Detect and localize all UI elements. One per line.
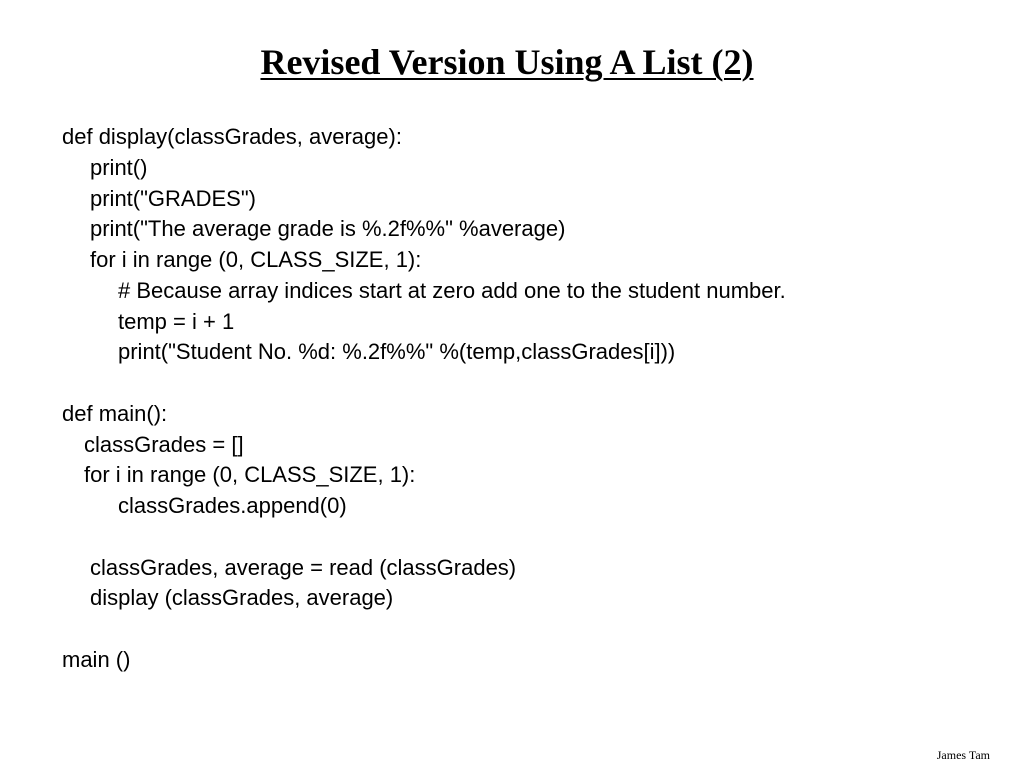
code-line: for i in range (0, CLASS_SIZE, 1): (84, 462, 416, 487)
code-line: classGrades, average = read (classGrades) (90, 555, 517, 580)
code-line: def display(classGrades, average): (62, 124, 402, 149)
code-comment-line: # Because array indices start at zero add one to the student number. (118, 278, 786, 303)
slide-title: Revised Version Using A List (2) (260, 42, 754, 82)
code-line: for i in range (0, CLASS_SIZE, 1): (90, 247, 422, 272)
code-line: def main(): (62, 401, 168, 426)
code-line: classGrades = [] (84, 432, 244, 457)
code-line: print() (90, 155, 148, 180)
code-line: temp = i + 1 (118, 309, 235, 334)
code-line: main () (62, 647, 131, 672)
code-line: print("GRADES") (90, 186, 256, 211)
footer-author: James Tam (936, 748, 990, 762)
code-line: print("The average grade is %.2f%%" %average) (90, 216, 566, 241)
code-line: classGrades.append(0) (118, 493, 347, 518)
code-line: print("Student No. %d: %.2f%%" %(temp,classGrades[i])) (118, 339, 676, 364)
code-line: display (classGrades, average) (90, 585, 394, 610)
